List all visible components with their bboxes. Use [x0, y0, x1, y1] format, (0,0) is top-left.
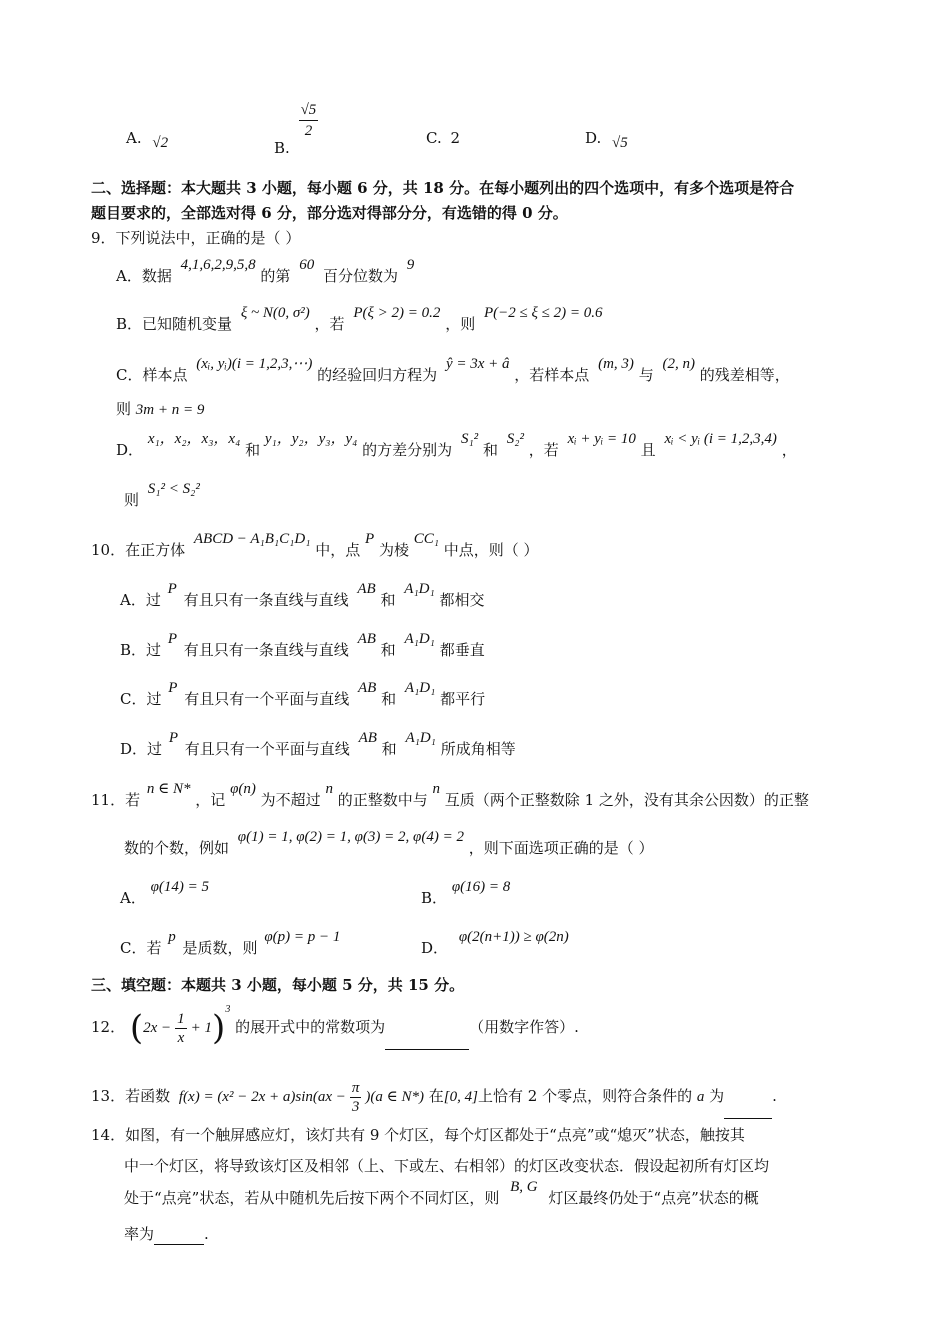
q8-option-c — [426, 128, 460, 148]
q9-stem: 9．下列说法中，正确的是（ ） — [91, 229, 301, 247]
text: 灯区最终仍处于“点亮”状态的概 — [548, 1189, 759, 1207]
value: 9 — [406, 257, 415, 273]
text: ， — [781, 441, 797, 459]
option-expr: √5 — [612, 135, 628, 151]
y-values: y₁，y₂，y₃，y₄ — [264, 431, 358, 447]
q14-line4 — [124, 1224, 209, 1245]
point: P — [168, 680, 178, 696]
sample-points: (xᵢ, yᵢ)(i = 1,2,3,⋯) — [196, 356, 313, 372]
text: 为棱 — [378, 541, 409, 559]
line: A₁D₁ — [404, 581, 435, 597]
option-label: D. — [585, 129, 602, 147]
option-label: D． — [421, 939, 449, 957]
q11-option-b — [421, 879, 511, 909]
text: ，记 — [195, 791, 226, 809]
option-label: D．过 — [120, 740, 163, 758]
option-label: C．过 — [120, 690, 162, 708]
edge: CC₁ — [413, 531, 439, 547]
expression: φ(2(n+1)) ≥ φ(2n) — [458, 929, 569, 945]
answer-blank — [385, 1005, 469, 1050]
text: 和 — [381, 740, 397, 758]
option-label: A． — [120, 889, 146, 907]
denominator: x — [177, 1029, 185, 1046]
q12 — [91, 1002, 579, 1050]
text: . — [204, 1225, 209, 1243]
point: P — [365, 531, 375, 547]
variance: S₂² — [506, 431, 524, 447]
text: 和 — [381, 690, 397, 708]
variable: n — [325, 781, 333, 797]
point: P — [168, 730, 178, 746]
line: AB — [357, 581, 376, 597]
denominator: 2 — [304, 123, 313, 139]
numerator: √5 — [299, 100, 319, 121]
q13 — [91, 1074, 777, 1119]
expression: φ(16) = 8 — [451, 879, 511, 895]
expression: φ(14) = 5 — [150, 879, 210, 895]
fraction — [299, 100, 319, 141]
text: 率为 — [124, 1225, 155, 1243]
numerator: π — [351, 1079, 360, 1096]
interval: [0, 4] — [443, 1089, 478, 1105]
q9-option-d-line2 — [124, 481, 200, 511]
text: 有且只有一个平面与直线 — [184, 740, 350, 758]
q10-stem — [91, 531, 539, 561]
denominator: 3 — [351, 1098, 360, 1115]
q10-option-c — [120, 680, 486, 710]
variable: a — [696, 1089, 705, 1105]
text: 和 — [380, 591, 396, 609]
q14-line1: 14．如图，有一个触屏感应灯，该灯共有 9 个灯区，每个灯区都处于“点亮”或“熄灭”状态，触按其 — [91, 1126, 745, 1144]
q11-stem — [91, 781, 809, 811]
paren-left: ( — [129, 1008, 144, 1048]
question-number: 12． — [91, 1018, 126, 1036]
text: 有且只有一条直线与直线 — [183, 641, 349, 659]
text: 都相交 — [439, 591, 485, 609]
point: (2, n) — [662, 356, 695, 372]
section2-heading-line2: 题目要求的，全部选对得 6 分，部分选对得部分分，有选错的得 0 分。 — [91, 204, 568, 222]
function: )(a ∈ N*) — [365, 1089, 424, 1105]
percentile: 60 — [299, 257, 315, 273]
q8-option-a — [126, 128, 168, 149]
option-label: B． — [421, 889, 448, 907]
text: 互质（两个正整数除 1 之外，没有其余公因数）的正整 — [444, 791, 809, 809]
distribution: ξ ~ N(0, σ²) — [240, 305, 310, 321]
text: 处于“点亮”状态，若从中随机先后按下两个不同灯区，则 — [124, 1189, 500, 1207]
condition: n ∈ N* — [146, 781, 191, 797]
text: 13．若函数 — [91, 1087, 171, 1105]
text: 的残差相等， — [699, 366, 790, 384]
q9-option-a — [116, 257, 415, 287]
text: 上恰有 2 个零点，则符合条件的 — [477, 1087, 693, 1105]
text: （用数字作答）. — [469, 1018, 579, 1036]
result: S₁² < S₂² — [147, 481, 200, 497]
text: ，则下面选项正确的是（ ） — [468, 839, 654, 857]
text: 10．在正方体 — [91, 541, 186, 559]
line: A₁D₁ — [405, 730, 436, 746]
condition: xᵢ < yᵢ (i = 1,2,3,4) — [664, 431, 777, 447]
line: A₁D₁ — [404, 680, 436, 696]
q11-option-a — [120, 879, 210, 909]
text: ，若样本点 — [514, 366, 590, 384]
regression-equation: ŷ = 3x + â — [445, 356, 510, 372]
section2-heading-line1: 二、选择题：本大题共 3 小题，每小题 6 分，共 18 分。在每小题列出的四个选项中，有多个选项是符合 — [91, 179, 795, 197]
q14-line3 — [124, 1179, 759, 1209]
option-label: A．过 — [120, 591, 161, 609]
text: 为 — [709, 1087, 725, 1105]
option-expr: √2 — [152, 135, 169, 151]
option-label: D． — [116, 441, 144, 459]
condition: xᵢ + yᵢ = 10 — [567, 431, 636, 447]
data-set: 4,1,6,2,9,5,8 — [180, 257, 256, 273]
q11-option-d — [421, 929, 569, 959]
answer-blank — [724, 1074, 772, 1119]
text: ，若 — [314, 315, 345, 333]
text: 11．若 — [91, 791, 141, 809]
line: AB — [357, 631, 376, 647]
section3-heading: 三、填空题：本题共 3 小题，每小题 5 分，共 15 分。 — [91, 976, 465, 994]
point: P — [167, 581, 177, 597]
text: 的第 — [260, 267, 291, 285]
text: 都垂直 — [439, 641, 485, 659]
q11-option-c — [120, 929, 341, 959]
option-label: B. — [274, 138, 290, 157]
x-values: x₁，x₂，x₃，x₄ — [147, 431, 241, 447]
text: 有且只有一条直线与直线 — [183, 591, 349, 609]
numerator: 1 — [177, 1010, 185, 1027]
text: 所成角相等 — [440, 740, 516, 758]
text: 数的个数，例如 — [124, 839, 230, 857]
fraction — [175, 1010, 187, 1047]
text: . — [772, 1087, 777, 1105]
q9-option-d — [116, 431, 797, 461]
line: AB — [358, 730, 377, 746]
point: P — [167, 631, 177, 647]
option-label: C. — [426, 129, 442, 147]
option-expr: 2 — [450, 129, 461, 147]
fraction — [350, 1079, 362, 1116]
point: (m, 3) — [598, 356, 634, 372]
line: AB — [358, 680, 377, 696]
text: 则 — [124, 491, 140, 509]
text: 有且只有一个平面与直线 — [184, 690, 350, 708]
q10-option-a — [120, 581, 485, 611]
text: 和 — [245, 441, 261, 459]
text: 与 — [638, 366, 654, 384]
text: 在 — [428, 1087, 444, 1105]
expression: φ(p) = p − 1 — [264, 929, 341, 945]
option-label: A. — [126, 129, 142, 147]
cube: ABCD − A₁B₁C₁D₁ — [193, 531, 311, 547]
text: 的方差分别为 — [362, 441, 453, 459]
result: P(−2 ≤ ξ ≤ 2) = 0.6 — [483, 305, 603, 321]
text: 和 — [482, 441, 498, 459]
condition: P(ξ > 2) = 0.2 — [353, 305, 441, 321]
text: 中，点 — [315, 541, 361, 559]
q9-option-c — [116, 356, 790, 386]
function: φ(n) — [230, 781, 256, 797]
text: 为不超过 — [260, 791, 321, 809]
text: 且 — [640, 441, 656, 459]
text: 的正整数中与 — [337, 791, 428, 809]
answer-blank — [154, 1224, 204, 1245]
q9-option-c-line2 — [116, 399, 204, 420]
line: A₁D₁ — [404, 631, 435, 647]
variable: p — [168, 929, 176, 945]
option-label: C．若 — [120, 939, 162, 957]
q10-option-b — [120, 631, 485, 661]
option-label: A．数据 — [116, 267, 172, 285]
q11-stem-line2 — [124, 829, 654, 859]
q14-line2: 中一个灯区，将导致该灯区及相邻（上、下或左、右相邻）的灯区改变状态．假设起初所有灯区均 — [124, 1157, 770, 1175]
text: 的展开式中的常数项为 — [235, 1018, 386, 1036]
examples: φ(1) = 1, φ(2) = 1, φ(3) = 2, φ(4) = 2 — [237, 829, 464, 845]
exponent: 3 — [225, 1004, 231, 1015]
paren-right: ) — [212, 1008, 226, 1048]
option-label: B．过 — [120, 641, 162, 659]
text: 则 — [116, 400, 132, 418]
text: 百分位数为 — [322, 267, 398, 285]
q9-option-b — [116, 305, 603, 335]
q8-option-d — [585, 128, 628, 149]
q10-option-d — [120, 730, 516, 760]
result: 3m + n = 9 — [135, 402, 205, 418]
expression: + 1 — [190, 1020, 213, 1036]
expression: 2x − — [143, 1020, 172, 1036]
function: f(x) = (x² − 2x + a)sin(ax − — [178, 1089, 346, 1105]
variance: S₁² — [460, 431, 479, 447]
text: ，若 — [528, 441, 559, 459]
variable: n — [432, 781, 441, 797]
text: 和 — [380, 641, 396, 659]
text: 的经验回归方程为 — [317, 366, 438, 384]
option-label: B．已知随机变量 — [116, 315, 233, 333]
text: 中点，则（ ） — [443, 541, 539, 559]
text: 是质数，则 — [182, 939, 258, 957]
regions: B, G — [510, 1179, 538, 1195]
q8-option-b — [274, 100, 322, 157]
text: 都平行 — [440, 690, 486, 708]
text: ，则 — [445, 315, 476, 333]
option-label: C．样本点 — [116, 366, 188, 384]
